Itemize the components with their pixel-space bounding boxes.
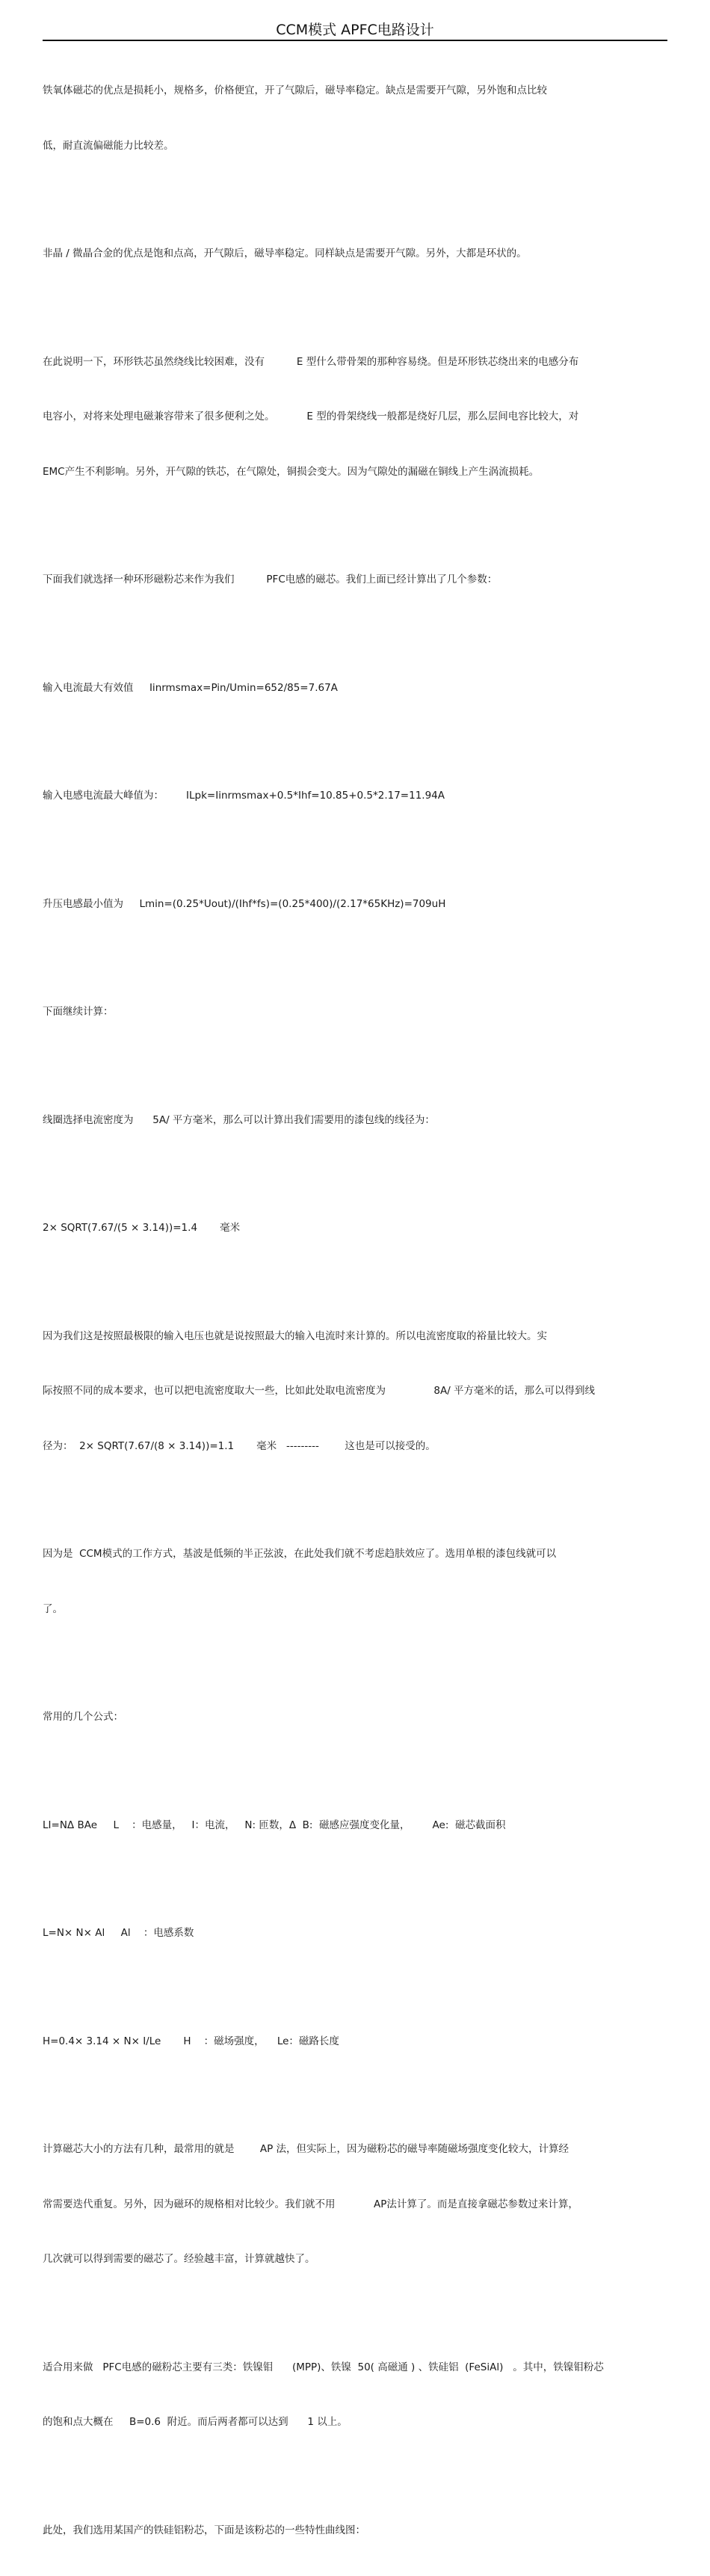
text-line: 因为我们这是按照最极限的输入电压也就是说按照最大的输入电流时来计算的。所以电流密度取的裕量比较大。实 xyxy=(43,1327,667,1346)
text-line: 在此说明一下，环形铁芯虽然绕线比较困难，没有 E 型什么带骨架的那种容易绕。但是环形铁芯绕出来的电感分布 xyxy=(43,353,667,372)
formula-l-nnal xyxy=(43,1887,667,1979)
formula-li-nbae xyxy=(43,1780,667,1872)
text-line: 适合用来做 PFC电感的磁粉芯主要有三类：铁镍钼 (MPP)、铁镍 50( 高磁通 ) 、铁硅铝 (FeSiAl) 。其中，铁镍钼粉芯 xyxy=(43,2358,667,2377)
paragraph-toroid-note xyxy=(43,316,667,518)
text-line: 电容小，对将来处理电磁兼容带来了很多便利之处。 E 型的骨架绕线一般都是绕好几层，那么层间电容比较大，对 xyxy=(43,408,667,426)
text-line: L=N× N× Al Al ：电感系数 xyxy=(43,1924,667,1943)
paragraph-core-selection xyxy=(43,534,667,626)
text-line: 此处，我们选用某国产的铁硅铝粉芯，下面是该粉芯的一些特性曲线图： xyxy=(43,2521,667,2540)
text-line: 下面我们就选择一种环形磁粉芯来作为我们 PFC电感的磁芯。我们上面已经计算出了几个参数： xyxy=(43,571,667,589)
paragraph-powder-core-types xyxy=(43,2322,667,2468)
paragraph-ferrite xyxy=(43,45,667,191)
text-line: 径为： 2× SQRT(7.67/(8 × 3.14))=1.1 毫米 --------- 这也是可以接受的。 xyxy=(43,1437,667,1456)
text-line: 线圈选择电流密度为 5A/ 平方毫米，那么可以计算出我们需要用的漆包线的线径为： xyxy=(43,1111,667,1130)
text-line: 非晶 / 微晶合金的优点是饱和点高，开气隙后，磁导率稳定。同样缺点是需要开气隙。另外，大都是环状的。 xyxy=(43,245,667,263)
formula-inductor-peak-current xyxy=(43,750,667,842)
formula-h-field xyxy=(43,1996,667,2088)
text-line: 际按照不同的成本要求，也可以把电流密度取大一些，比如此处取电流密度为 8A/ 平方毫米的话，那么可以得到线 xyxy=(43,1382,667,1401)
paragraph-amorphous xyxy=(43,208,667,300)
text-line: 升压电感最小值为 Lmin=(0.25*Uout)/(Ihf*fs)=(0.25*400)/(2.17*65KHz)=709uH xyxy=(43,895,667,914)
text-line: 2× SQRT(7.67/(5 × 3.14))=1.4 毫米 xyxy=(43,1219,667,1238)
paragraph-continue xyxy=(43,966,667,1058)
text-line: 计算磁芯大小的方法有几种，最常用的就是 AP 法，但实际上，因为磁粉芯的磁导率随磁场强度变化较大，计算经 xyxy=(43,2140,667,2159)
text-line: 了。 xyxy=(43,1600,667,1619)
paragraph-skin-effect xyxy=(43,1508,667,1655)
title-divider xyxy=(43,40,667,41)
paragraph-selected-core xyxy=(43,2485,667,2576)
formula-min-inductance xyxy=(43,858,667,950)
text-line: 几次就可以得到需要的磁芯了。经验越丰富，计算就越快了。 xyxy=(43,2250,667,2269)
text-line: 下面继续计算： xyxy=(43,1003,667,1021)
text-line: 低，耐直流偏磁能力比较差。 xyxy=(43,137,667,156)
text-line: 的饱和点大概在 B=0.6 附近。而后两者都可以达到 1 以上。 xyxy=(43,2413,667,2432)
paragraph-formulas-heading xyxy=(43,1671,667,1763)
text-line: LI=NΔ BAe L ：电感量， I：电流， N: 匝数，Δ B: 磁感应强度变化量， Ae: 磁芯截面积 xyxy=(43,1816,667,1835)
document-body xyxy=(43,45,667,2576)
text-line: 输入电流最大有效值 Iinrmsmax=Pin/Umin=652/85=7.67A xyxy=(43,679,667,698)
text-line: H=0.4× 3.14 × N× I/Le H ：磁场强度， Le：磁路长度 xyxy=(43,2032,667,2051)
page-title: CCM模式 APFC电路设计 xyxy=(0,21,710,39)
paragraph-current-density xyxy=(43,1075,667,1166)
paragraph-density-margin xyxy=(43,1291,667,1493)
formula-input-current-rms xyxy=(43,642,667,734)
text-line: 常用的几个公式： xyxy=(43,1708,667,1727)
text-line: 铁氧体磁芯的优点是损耗小，规格多，价格便宜，开了气隙后，磁导率稳定。缺点是需要开气隙，另外饱和点比较 xyxy=(43,82,667,100)
text-line: 常需要迭代重复。另外，因为磁环的规格相对比较少。我们就不用 AP法计算了。而是直接拿磁芯参数过来计算， xyxy=(43,2195,667,2214)
text-line: 因为是 CCM模式的工作方式，基波是低频的半正弦波，在此处我们就不考虑趋肤效应了。选用单根的漆包线就可以 xyxy=(43,1545,667,1564)
paragraph-ap-method xyxy=(43,2103,667,2305)
text-line: EMC产生不利影响。另外，开气隙的铁芯，在气隙处，铜损会变大。因为气隙处的漏磁在铜线上产生涡流损耗。 xyxy=(43,463,667,482)
formula-wire-diameter xyxy=(43,1182,667,1274)
text-line: 输入电感电流最大峰值为： ILpk=Iinrmsmax+0.5*Ihf=10.85+0.5*2.17=11.94A xyxy=(43,787,667,805)
